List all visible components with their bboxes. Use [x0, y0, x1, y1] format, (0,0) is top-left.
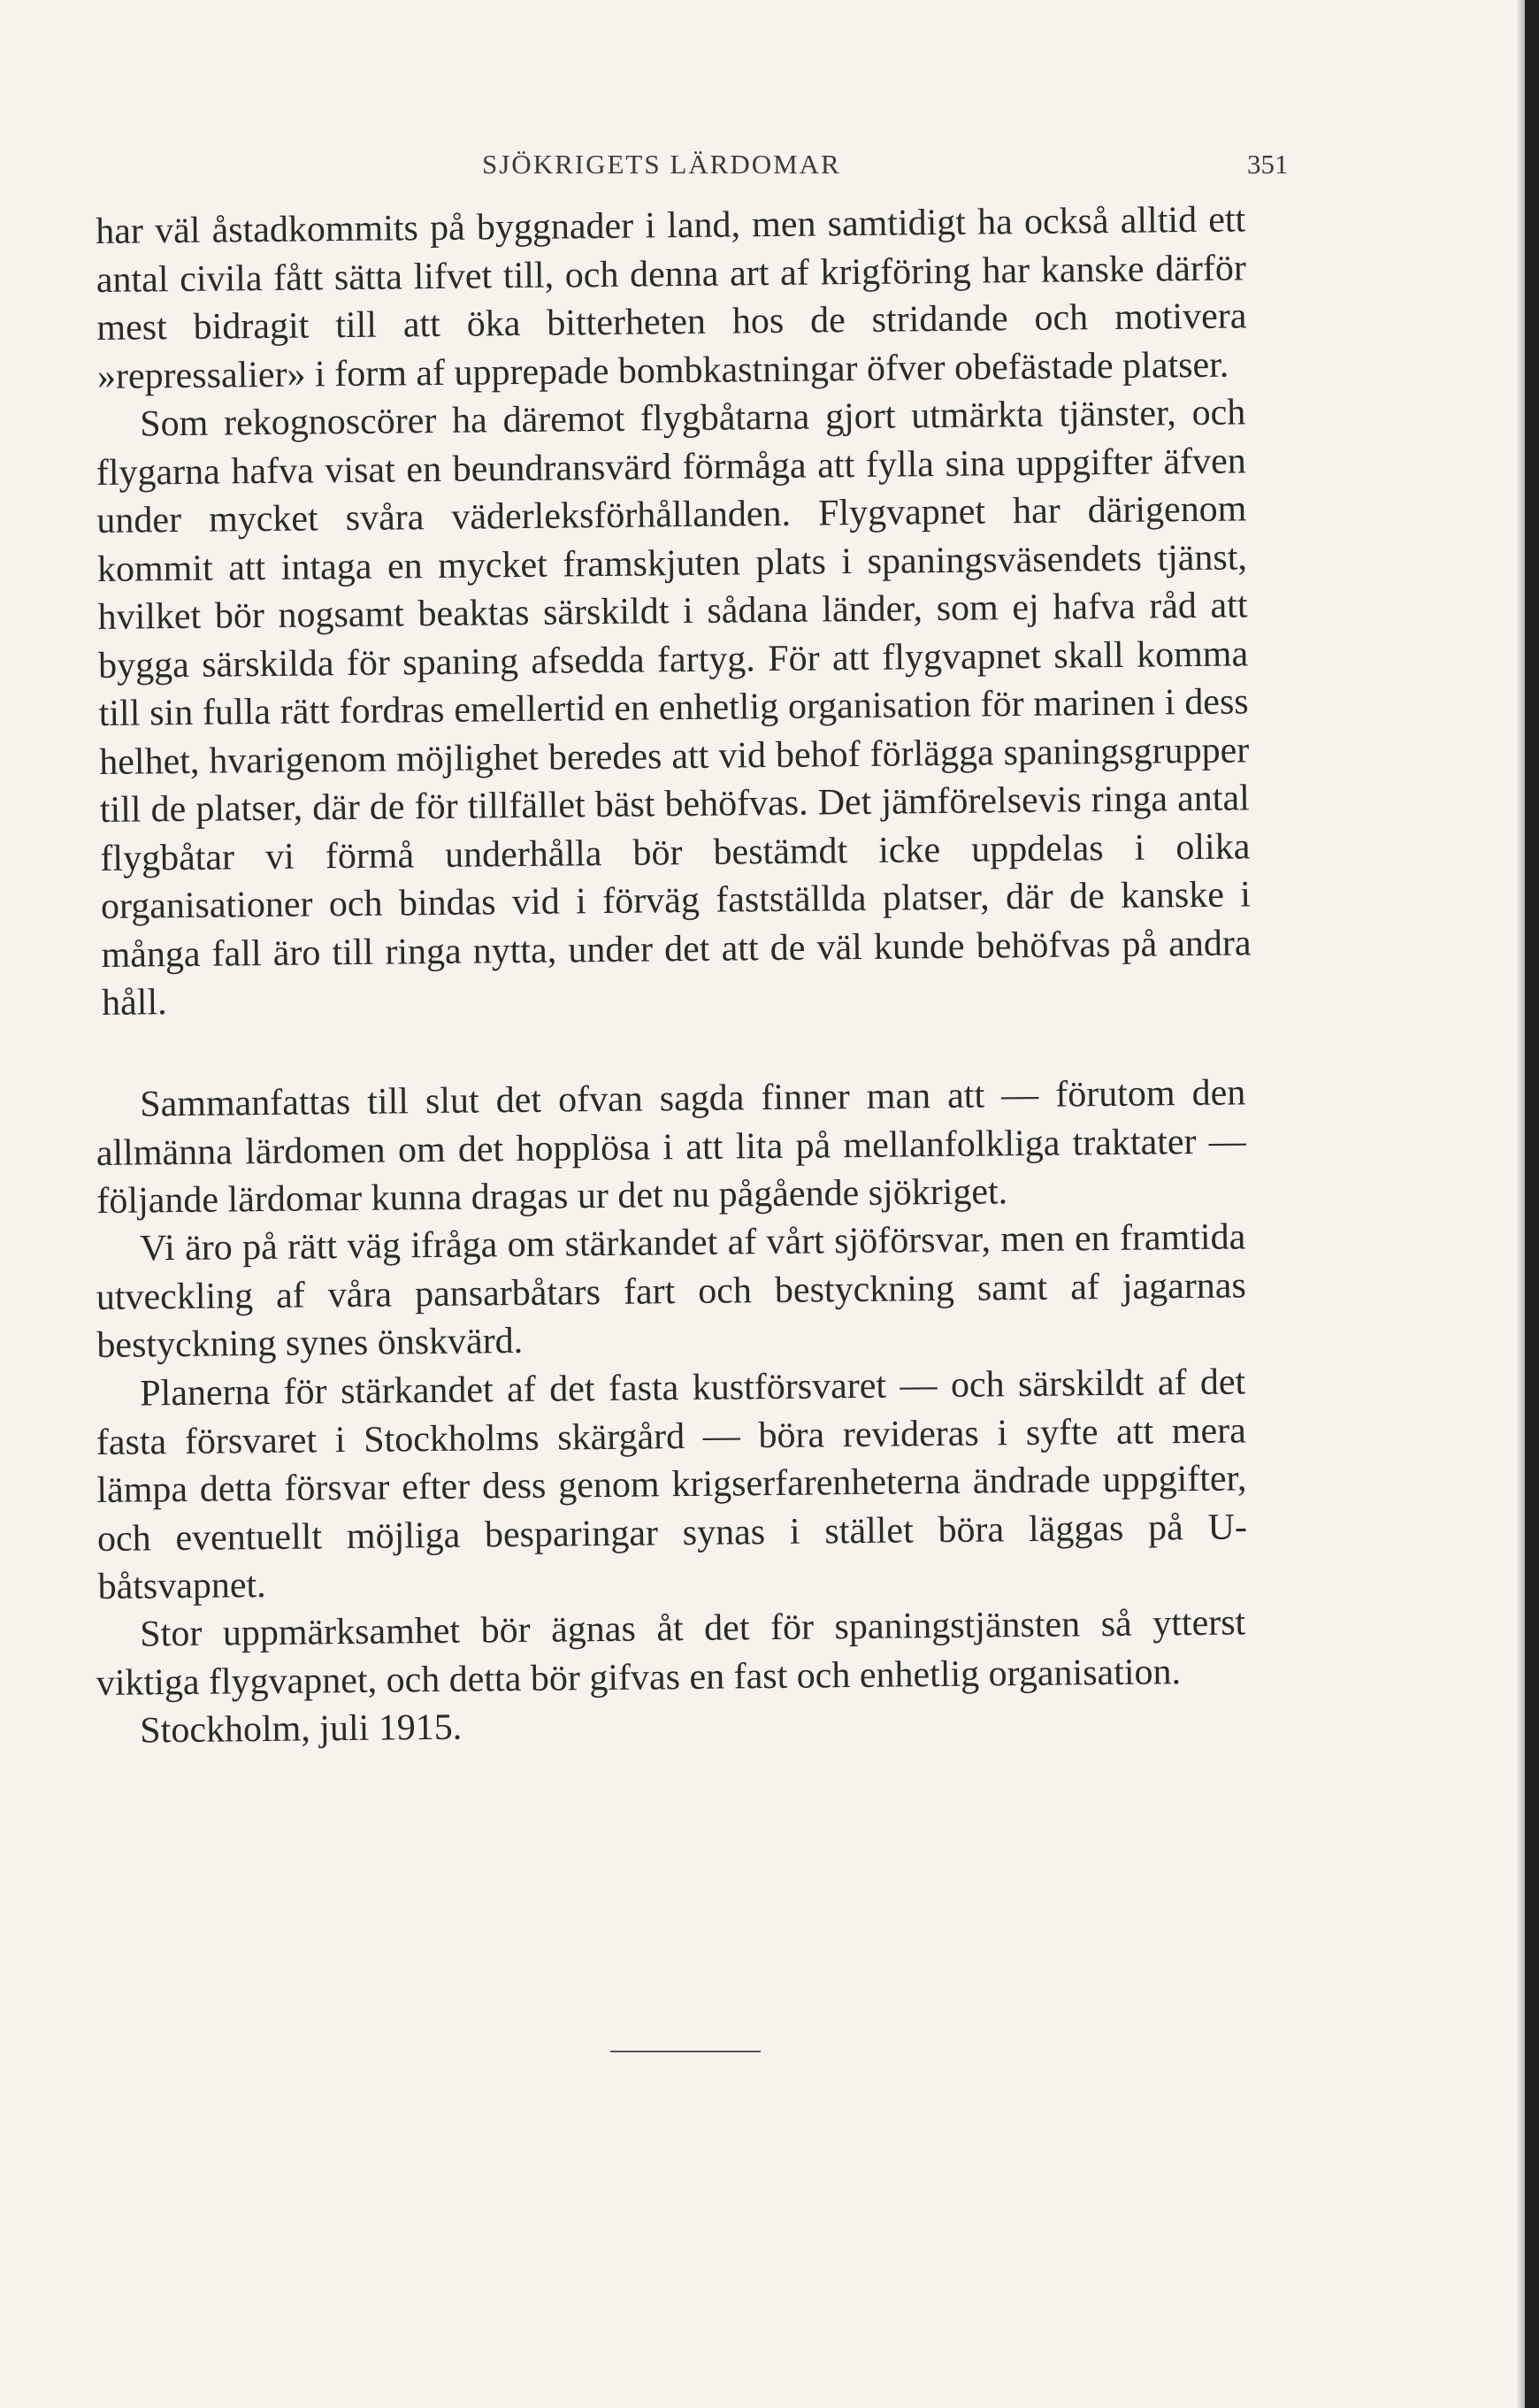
signature-place-date: Stockholm, juli 1915.: [140, 1706, 463, 1752]
paragraph-continuation: har väl åstadkommits på byggnader i land, men samtidigt ha också alltid ett antal civila fått sätta lifvet till, och denna art af krigföring har kanske därför mest bidragit till att öka bitterheten hos de stridande och motivera »repressalier» i form af upprepade bombkastningar öfver obefästade platser.: [96, 199, 1247, 397]
running-title: SJÖKRIGETS LÄRDOMAR: [482, 149, 841, 180]
paragraph-air-arm: Stor uppmärksamhet bör ägnas åt det för spaningstjänsten så ytterst viktiga flygvapnet, och detta bör gifvas en fast och enhetlig organisation.: [96, 1602, 1246, 1704]
paragraph-summary: Sammanfattas till slut det ofvan sagda finner man att — förutom den allmänna lärdomen om det hopplösa i att lita på mellanfolkliga traktater — följande lärdomar kunna dragas ur det nu pågående sjökriget.: [96, 1071, 1247, 1222]
body-text: [96, 199, 1252, 1756]
running-header: [0, 149, 1539, 193]
closing-rule: [610, 2051, 761, 2052]
page-number: 351: [1247, 149, 1289, 180]
paragraph-coastal-defense: Planerna för stärkandet af det fasta kustförsvaret — och särskildt af det fasta försvaret i Stockholms skärgård — böra revideras i syfte att mera lämpa detta försvar efter dess genom krigserfarenheterna ändrade uppgifter, och eventuellt möjliga besparingar synas i stället böra läggas på U-båtsvapnet.: [96, 1361, 1248, 1607]
paragraph-navy: Vi äro på rätt väg ifråga om stärkandet af vårt sjöförsvar, men en framtida utveckling af våra pansarbåtars fart och bestyckning samt af jagarnas bestyckning synes önskvärd.: [96, 1216, 1247, 1366]
paragraph-reconnaissance: Som rekognoscörer ha däremot flygbåtarna gjort utmärkta tjänster, och flygarna hafva visat en beundransvärd förmåga att fylla sina uppgifter äfven under mycket svåra väderleksförhållanden. Flygvapnet har därigenom kommit att intaga en mycket framskjuten plats i spaningsväsendets tjänst, hvilket bör nogsamt beaktas särskildt i sådana länder, som ej hafva råd att bygga särskilda för spaning afsedda fartyg. För att flygvapnet skall komma till sin fulla rätt fordras emellertid en enhetlig organisation för marinen i dess helhet, hvarigenom möjlighet beredes att vid behof förlägga spaningsgrupper till de platser, där de för tillfället bäst behöfvas. Det jämförelsevis ringa antal flygbåtar vi förmå underhålla bör bestämdt icke uppdelas i olika organisationer och bindas vid i förväg fastställda platser, där de kanske i många fall äro till ringa nytta, under det att de väl kunde behöfvas på andra håll.: [96, 392, 1252, 1024]
page-edge-shadow: [1516, 0, 1525, 2408]
scan-border: [1525, 0, 1539, 2408]
